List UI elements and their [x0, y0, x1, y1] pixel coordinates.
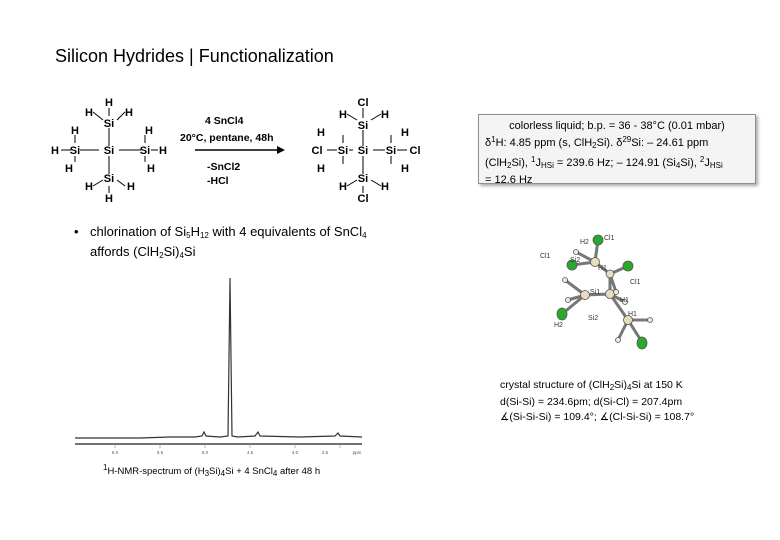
svg-text:Si2: Si2: [588, 315, 599, 322]
svg-text:6.0: 6.0: [111, 450, 119, 455]
svg-text:H: H: [147, 163, 155, 175]
scheme-conditions: 20°C, pentane, 48h: [180, 132, 274, 144]
scheme-reagent: 4 SnCl4: [205, 115, 244, 127]
crystal-structure: [510, 222, 660, 372]
svg-text:H1: H1: [628, 311, 637, 318]
svg-text:H: H: [381, 109, 389, 121]
svg-text:Si2: Si2: [570, 257, 581, 264]
svg-text:Cl1: Cl1: [604, 235, 615, 242]
svg-text:H: H: [51, 145, 59, 157]
crystal-caption-line-1: crystal structure of $(ClH_2Si)_4Si$ at 150 K: [500, 379, 683, 392]
properties-line-3: (ClH$_2$Si), $^1J_{HSi} = 239.6$ Hz; – 124.91 $(Si_4Si)$, $^2J_{HSi}$: [485, 155, 723, 170]
svg-text:H: H: [71, 125, 79, 137]
properties-line-2: $\delta^1H$: 4.85 ppm (s, ClH$_2$Si). $\delta^{29}Si$: – 24.61 ppm: [485, 135, 709, 150]
properties-line-1: colorless liquid; b.p. = 36 - 38°C (0.01 mbar): [509, 120, 725, 132]
svg-text:H: H: [125, 107, 133, 119]
svg-text:H: H: [105, 193, 113, 205]
svg-text:Cl: Cl: [357, 193, 369, 205]
svg-text:Si: Si: [385, 145, 397, 157]
svg-text:H: H: [401, 163, 409, 175]
svg-text:H1: H1: [620, 297, 629, 304]
crystal-caption-line-2: d(Si-Si) = 234.6pm; d(Si-Cl) = 207.4pm: [500, 396, 683, 408]
svg-text:H: H: [381, 181, 389, 193]
svg-text:Si: Si: [103, 118, 115, 130]
scheme-byproduct-1: -SnCl2: [207, 161, 241, 173]
properties-box: [478, 114, 756, 184]
svg-text:H: H: [339, 109, 347, 121]
svg-text:Si: Si: [357, 173, 369, 185]
crystal-caption-line-3: ∡(Si-Si-Si) = 109.4°; ∡(Cl-Si-Si) = 108.7°: [500, 411, 695, 423]
svg-text:H: H: [317, 163, 325, 175]
bullet-text: chlorination of $Si_5H_{12}$ with 4 equivalents of SnCl$_4$ affords $(ClH_2Si)_4Si$: [90, 224, 367, 260]
properties-line-4: = 12.6 Hz: [485, 174, 533, 186]
svg-text:H: H: [339, 181, 347, 193]
svg-text:H2: H2: [580, 239, 589, 246]
nmr-spectrum: [70, 270, 370, 460]
svg-text:H: H: [85, 107, 93, 119]
svg-text:H: H: [317, 127, 325, 139]
svg-text:Cl1: Cl1: [540, 253, 551, 260]
svg-text:3.5: 3.5: [321, 450, 329, 455]
svg-text:H: H: [85, 181, 93, 193]
svg-text:Cl: Cl: [311, 145, 323, 157]
svg-text:Si: Si: [357, 145, 369, 157]
crystal-caption: [500, 378, 780, 425]
scheme-byproduct-2: -HCl: [207, 175, 229, 187]
svg-text:5.0: 5.0: [201, 450, 209, 455]
svg-text:H: H: [127, 181, 135, 193]
svg-text:Si: Si: [337, 145, 349, 157]
slide-title: Silicon Hydrides | Functionalization: [55, 46, 334, 66]
svg-text:H2: H2: [554, 322, 563, 329]
nmr-trace: [75, 278, 362, 438]
svg-text:H: H: [401, 127, 409, 139]
nmr-caption: $^1$H-NMR-spectrum of $(H_3Si)_4Si + 4$ SnCl$_4$ after 48 h: [103, 463, 321, 478]
svg-text:4.5: 4.5: [246, 450, 254, 455]
svg-text:Si: Si: [139, 145, 151, 157]
svg-text:Cl1: Cl1: [630, 279, 641, 286]
svg-text:H: H: [105, 97, 113, 109]
svg-text:H: H: [159, 145, 167, 157]
svg-text:ppm: ppm: [352, 450, 362, 455]
svg-text:4.0: 4.0: [291, 450, 299, 455]
svg-text:Si: Si: [69, 145, 81, 157]
svg-text:H: H: [145, 125, 153, 137]
svg-text:Cl: Cl: [357, 97, 369, 109]
reaction-scheme: [45, 90, 435, 205]
svg-text:H1: H1: [598, 265, 607, 272]
svg-text:H: H: [65, 163, 73, 175]
svg-text:Si: Si: [103, 173, 115, 185]
svg-text:Si1: Si1: [590, 289, 601, 296]
svg-text:Cl: Cl: [409, 145, 421, 157]
svg-text:Si: Si: [103, 145, 115, 157]
svg-text:5.5: 5.5: [156, 450, 164, 455]
svg-text:Si: Si: [357, 120, 369, 132]
bullet-marker: •: [74, 224, 79, 239]
